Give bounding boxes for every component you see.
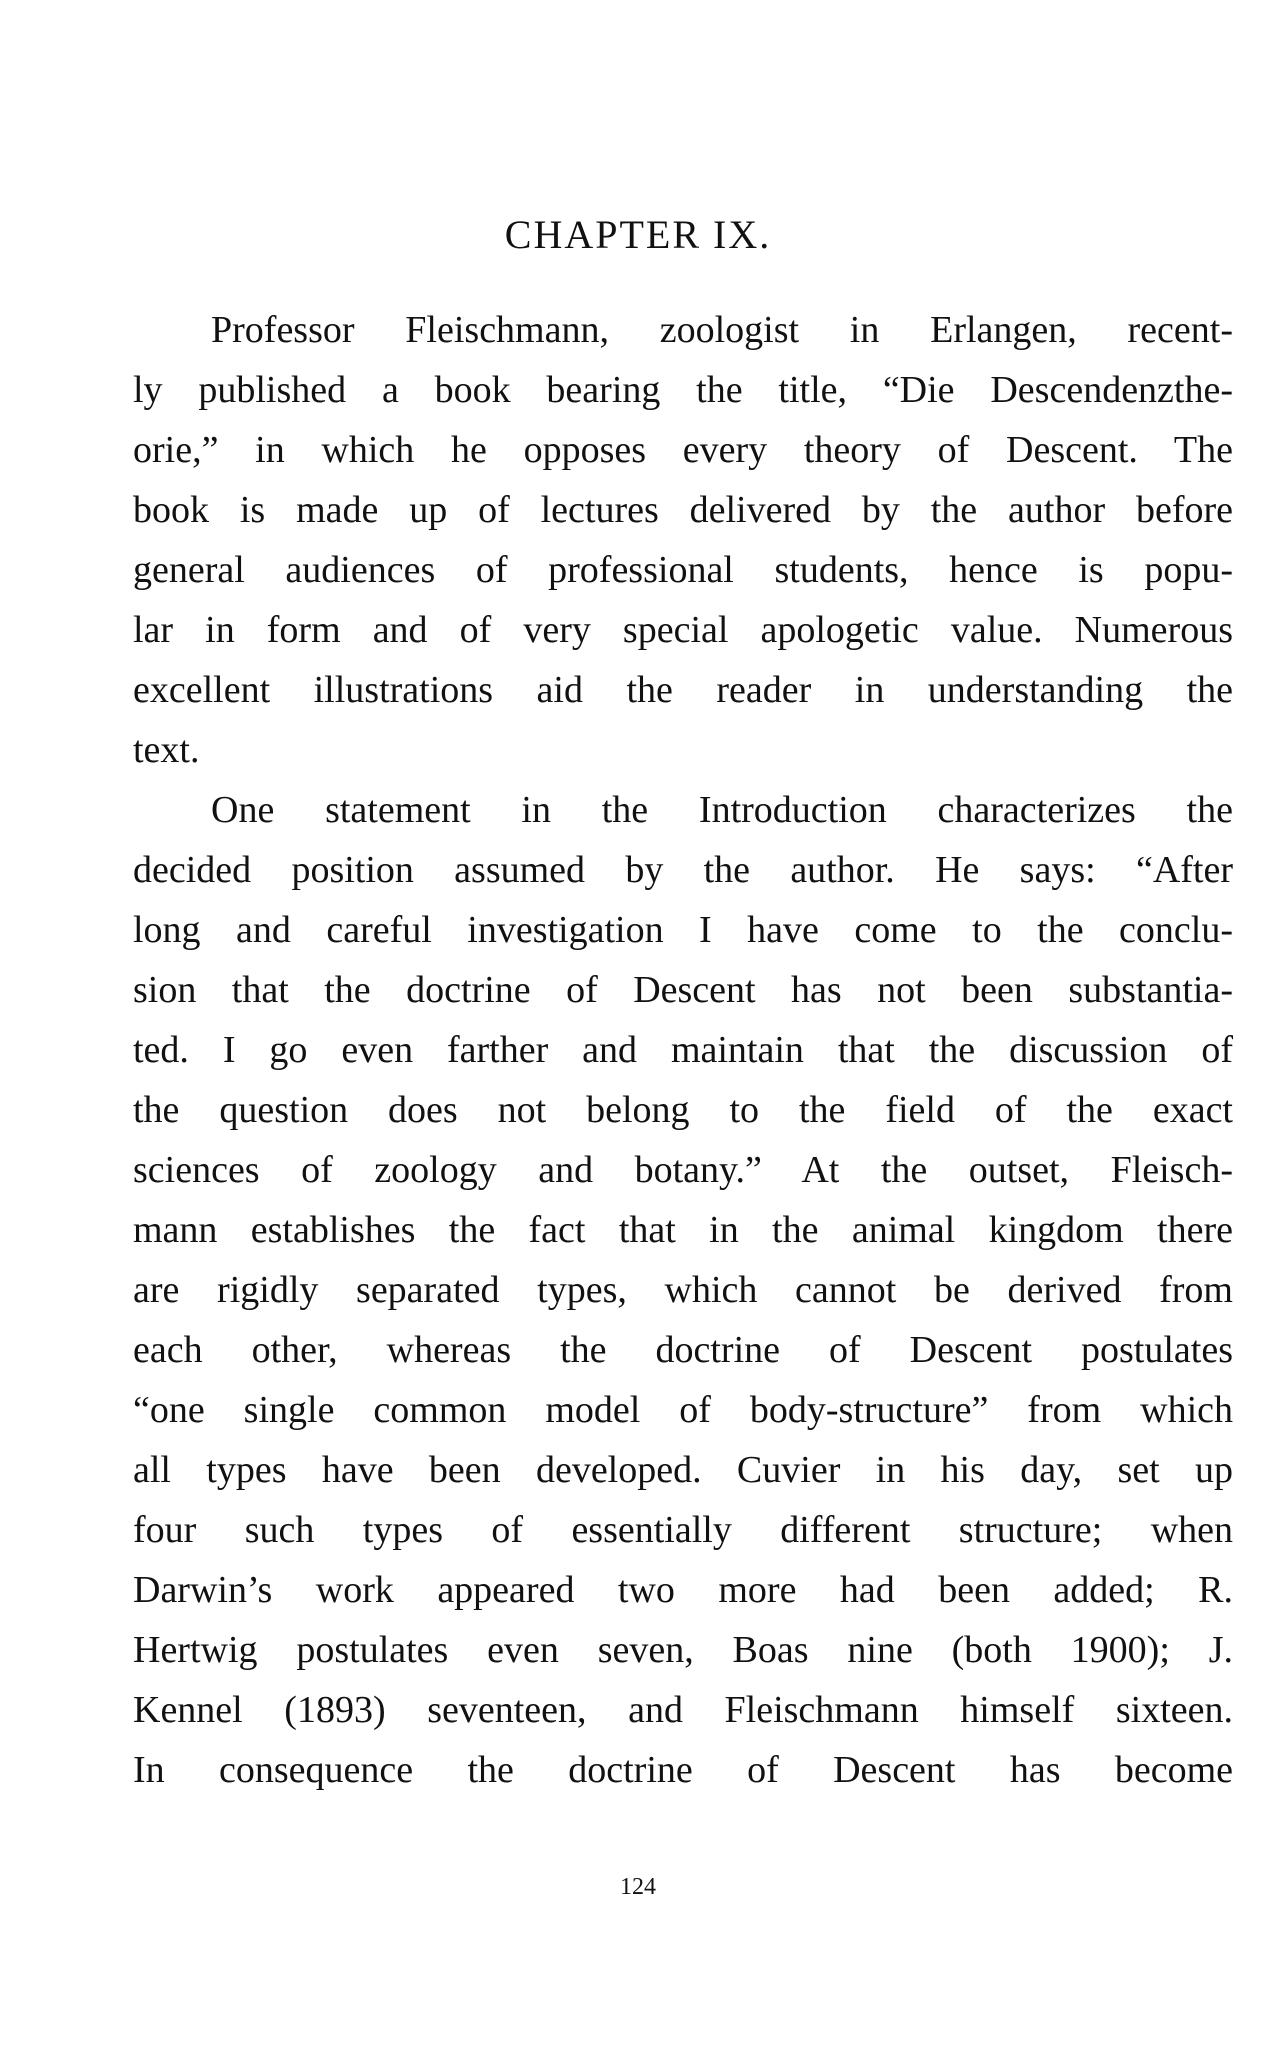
text-line: are rigidly separated types, which cannot be derived from — [133, 1269, 1233, 1311]
text-line: ted. I go even farther and maintain that the discussion of — [133, 1029, 1233, 1071]
text-line: decided position assumed by the author. He says: “After — [133, 849, 1233, 891]
text-line: book is made up of lectures delivered by the author before — [133, 489, 1233, 531]
text-line: mann establishes the fact that in the animal kingdom there — [133, 1209, 1233, 1251]
text-line: lar in form and of very special apologetic value. Numerous — [133, 609, 1233, 651]
text-line: the question does not belong to the field of the exact — [133, 1089, 1233, 1131]
paragraph-2 — [133, 780, 1233, 1800]
chapter-title: CHAPTER IX. — [504, 212, 772, 257]
text-line: Darwin’s work appeared two more had been added; R. — [133, 1569, 1233, 1611]
text-line: four such types of essentially different structure; when — [133, 1509, 1233, 1551]
paragraph-1 — [133, 300, 1233, 780]
text-line: each other, whereas the doctrine of Descent postulates — [133, 1329, 1233, 1371]
text-line: sion that the doctrine of Descent has not been substantia- — [133, 969, 1233, 1011]
text-line: Professor Fleischmann, zoologist in Erlangen, recent- — [211, 309, 1233, 351]
text-line: sciences of zoology and botany.” At the outset, Fleisch- — [133, 1149, 1233, 1191]
text-line: In consequence the doctrine of Descent has become — [133, 1749, 1233, 1791]
text-line: general audiences of professional students, hence is popu- — [133, 549, 1233, 591]
page-number: 124 — [620, 1874, 656, 1900]
text-line: One statement in the Introduction characterizes the — [211, 789, 1233, 831]
body-text — [133, 300, 1233, 1800]
text-line: long and careful investigation I have come to the conclu- — [133, 909, 1233, 951]
text-line: orie,” in which he opposes every theory of Descent. The — [133, 429, 1233, 471]
text-line: all types have been developed. Cuvier in his day, set up — [133, 1449, 1233, 1491]
text-line: text. — [133, 729, 200, 771]
text-line: Hertwig postulates even seven, Boas nine (both 1900); J. — [133, 1629, 1233, 1671]
text-line: excellent illustrations aid the reader in understanding the — [133, 669, 1233, 711]
text-line: ly published a book bearing the title, “Die Descendenzthe- — [133, 369, 1233, 411]
text-line: “one single common model of body-structure” from which — [133, 1389, 1233, 1431]
text-line: Kennel (1893) seventeen, and Fleischmann himself sixteen. — [133, 1689, 1233, 1731]
